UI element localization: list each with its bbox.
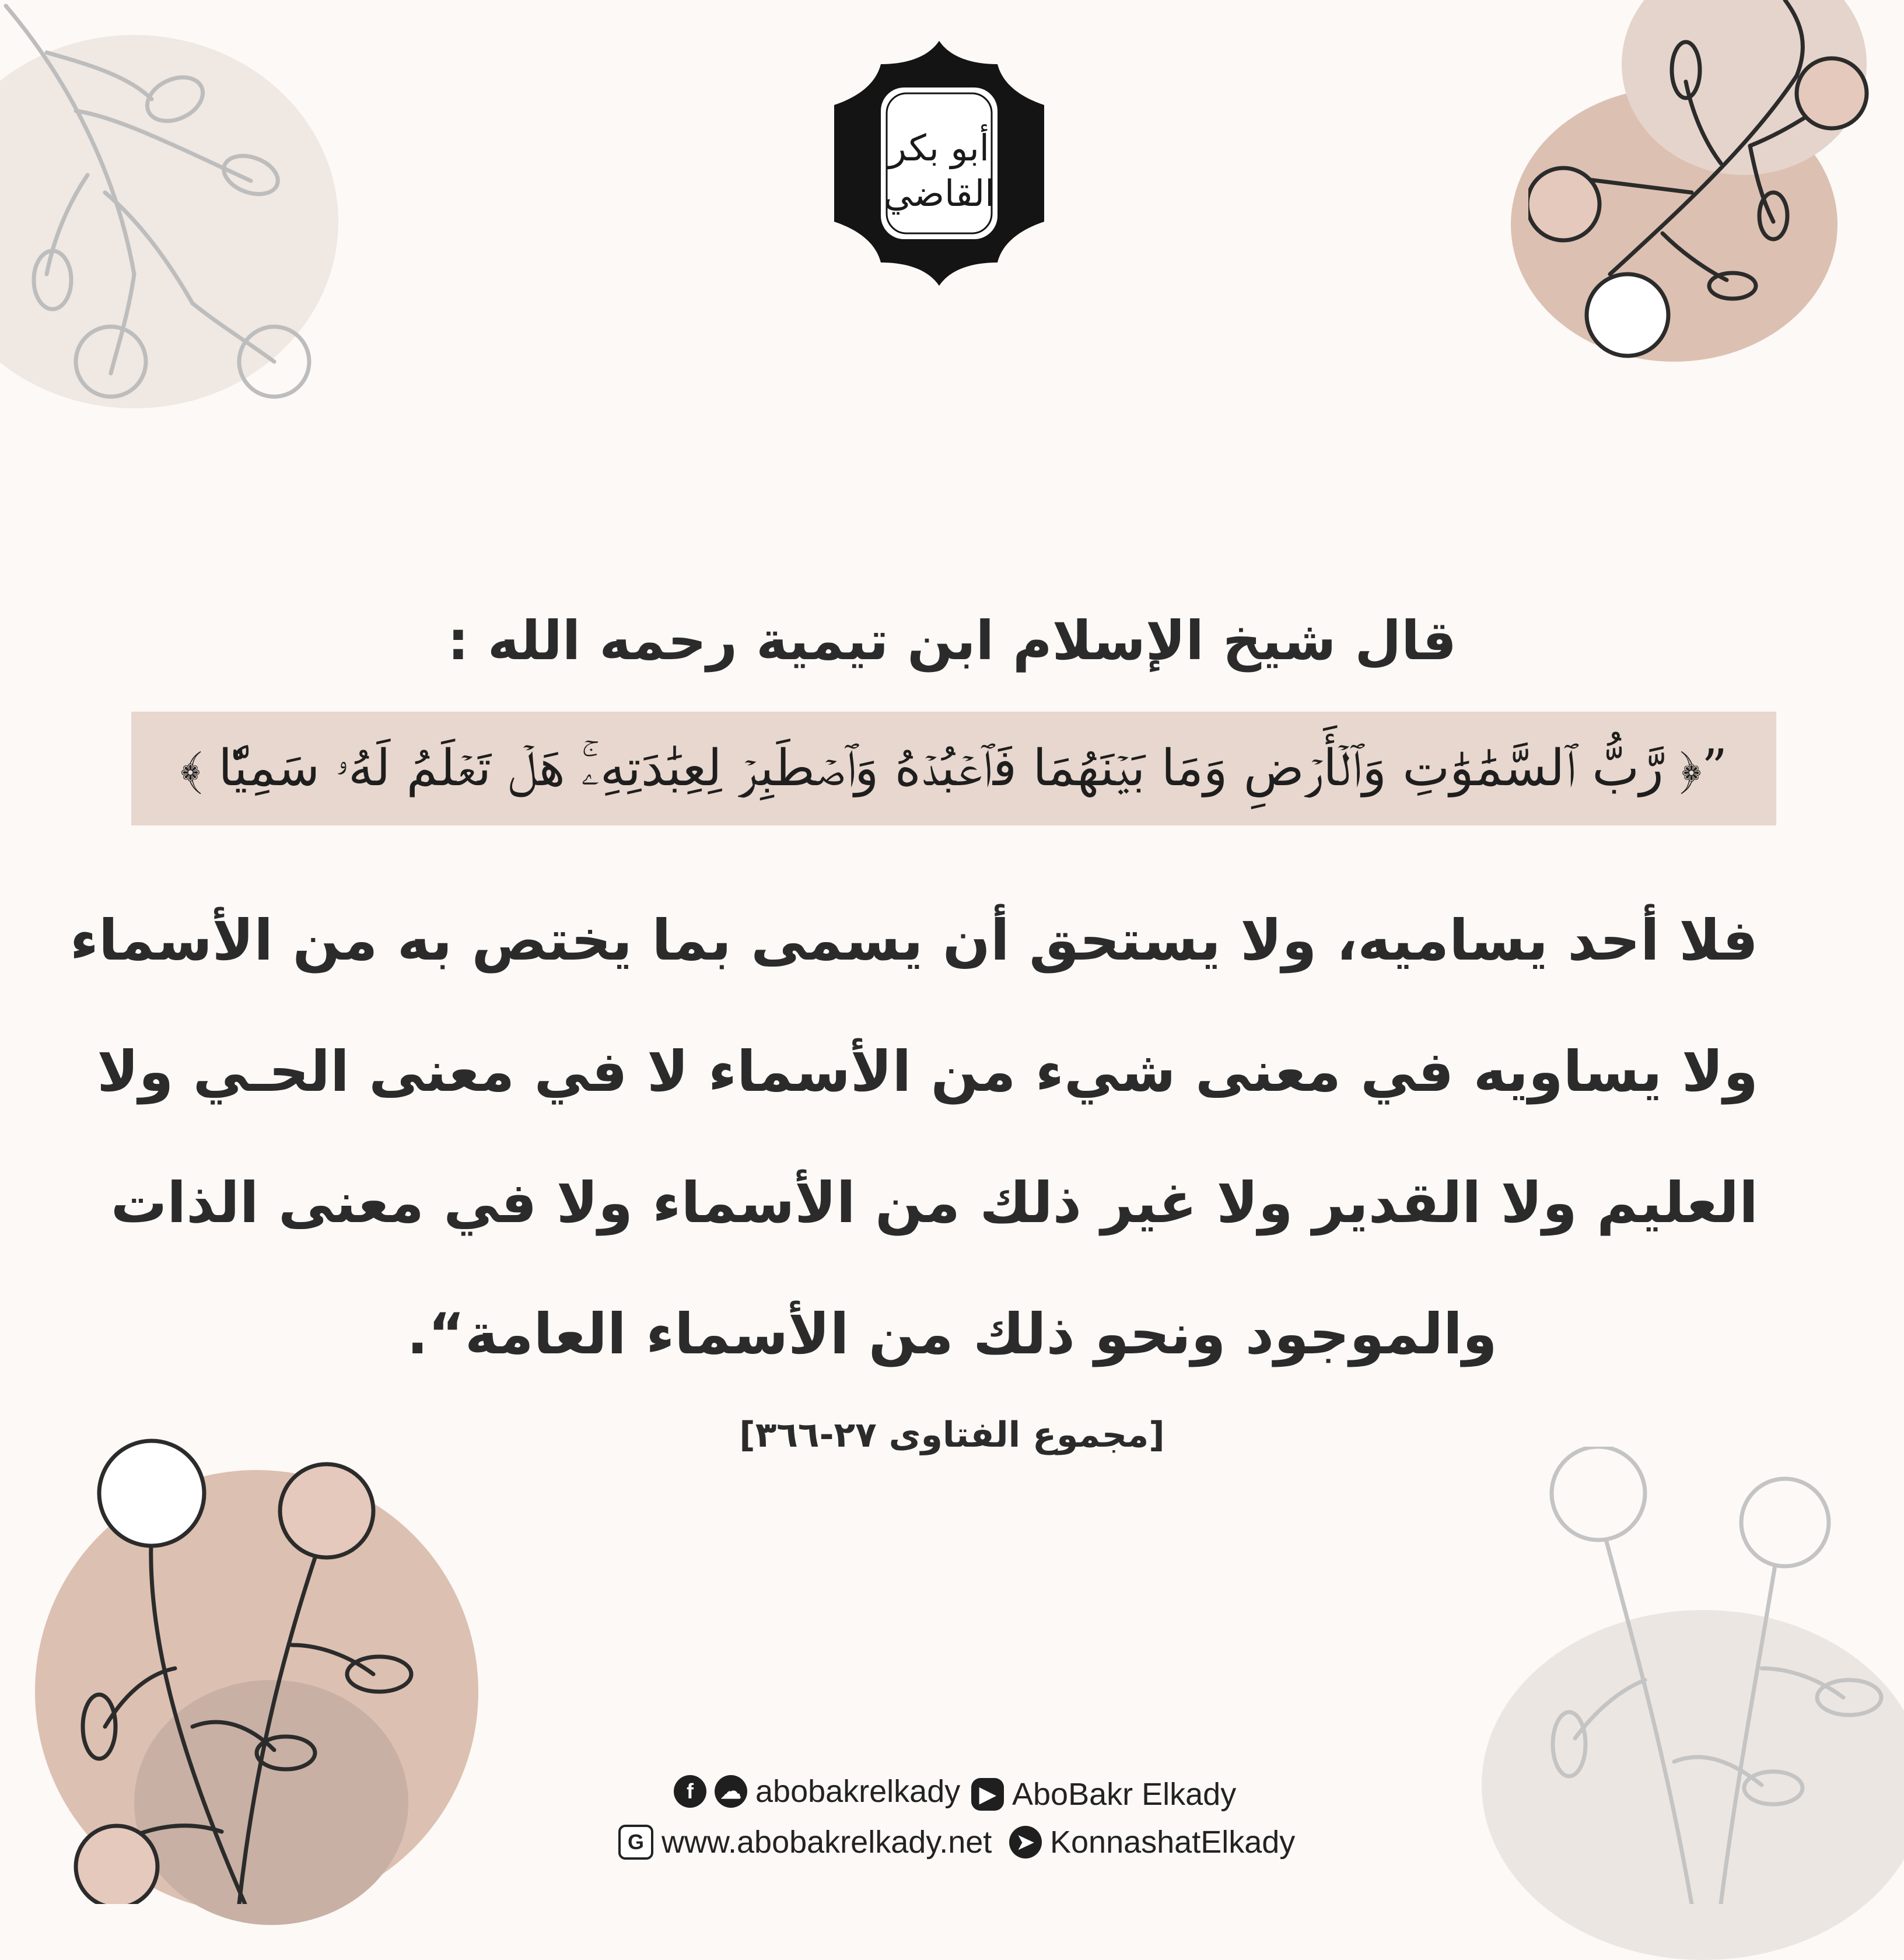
quote-line: فلا أحد يساميه، ولا يستحق أن يسمى بما يختص به من الأسماء bbox=[69, 908, 1758, 973]
social-website[interactable] bbox=[618, 1824, 992, 1860]
floral-branch-bottom-left-icon bbox=[47, 1423, 455, 1904]
quote-body bbox=[69, 875, 1758, 1400]
floral-branch-top-right-icon bbox=[1528, 0, 1904, 373]
social-youtube[interactable] bbox=[971, 1776, 1236, 1812]
youtube-handle: AboBakr Elkady bbox=[1012, 1777, 1237, 1812]
logo-line-2: القاضي bbox=[883, 172, 995, 215]
logo-line-1: أبو بكر bbox=[889, 127, 989, 169]
youtube-icon: ▶ bbox=[971, 1778, 1004, 1811]
verse-band bbox=[131, 712, 1776, 825]
source-citation: [مجموع الفتاوى ٢٧-٣٦٦] bbox=[739, 1415, 1165, 1455]
quote-line: والموجود ونحو ذلك من الأسماء العامة“. bbox=[407, 1301, 1497, 1367]
soundcloud-icon: ☁ bbox=[715, 1775, 747, 1808]
logo bbox=[834, 41, 1044, 286]
social-facebook-soundcloud[interactable] bbox=[674, 1773, 960, 1810]
quote-line: العليم ولا القدير ولا غير ذلك من الأسماء ولا في معنى الذات bbox=[110, 1170, 1758, 1236]
telegram-handle: KonnashatElkady bbox=[1050, 1825, 1296, 1860]
social-telegram[interactable] bbox=[1009, 1824, 1295, 1860]
quran-verse: ”﴿ رَّبُّ ٱلسَّمَٰوَٰتِ وَٱلۡأَرۡضِ وَمَا بَيۡنَهُمَا فَٱعۡبُدۡهُ وَٱصۡطَبِرۡ لِعِبَٰدَتِهِۦۚ هَلۡ تَعۡلَمُ لَهُۥ سَمِيّٗا ﴾ bbox=[180, 738, 1728, 797]
google-icon: G bbox=[618, 1825, 653, 1860]
telegram-icon: ➤ bbox=[1009, 1826, 1042, 1859]
quote-line: ولا يساويه في معنى شيء من الأسماء لا في معنى الحـي ولا bbox=[97, 1039, 1758, 1104]
page-title: قال شيخ الإسلام ابن تيمية رحمه الله : bbox=[447, 610, 1457, 672]
website-link: www.abobakrelkady.net bbox=[662, 1825, 992, 1860]
facebook-soundcloud-handle: abobakrelkady bbox=[755, 1774, 961, 1809]
facebook-icon: f bbox=[674, 1775, 706, 1808]
logo-text bbox=[834, 125, 1044, 216]
floral-branch-bottom-right-icon bbox=[1528, 1447, 1904, 1904]
floral-branch-top-left-icon bbox=[0, 0, 362, 420]
